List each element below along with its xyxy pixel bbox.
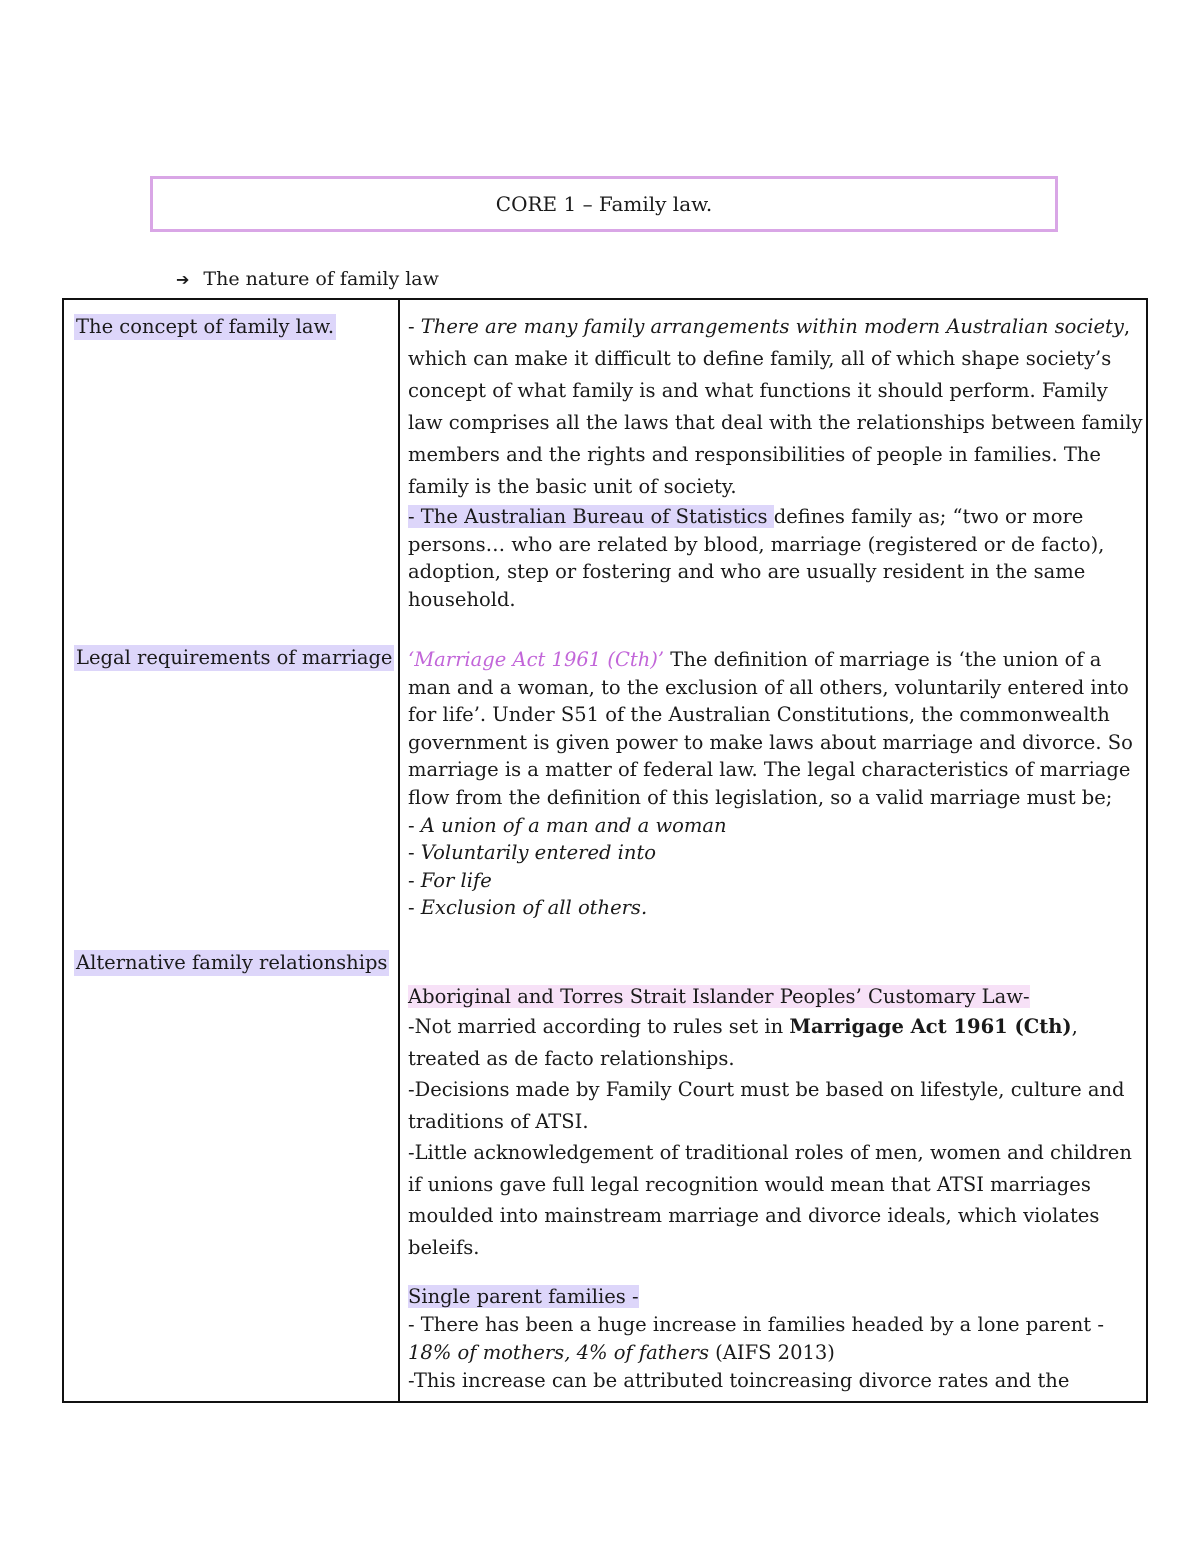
page-title-box bbox=[150, 176, 1058, 232]
single-parent-source: (AIFS 2013) bbox=[708, 1341, 835, 1364]
atsi-point-text: -Not married according to rules set in bbox=[408, 1015, 790, 1038]
atsi-point bbox=[408, 1011, 1146, 1074]
requirement-text: Exclusion of all others. bbox=[420, 896, 648, 920]
requirement-dash: - bbox=[408, 813, 421, 837]
abs-definition-text: defines family as; “two or more persons… who are related by blood, marriage (registered or de facto), adoption, step or fostering and who are usually resident in the same household. bbox=[408, 505, 1105, 611]
atsi-point: -Decisions made by Family Court must be based on lifestyle, culture and traditions of ATSI. bbox=[408, 1078, 1125, 1133]
marriage-requirement bbox=[408, 894, 1146, 922]
atsi-points bbox=[408, 1011, 1146, 1263]
single-parent-heading: Single parent families - bbox=[408, 1285, 639, 1308]
single-parent-point bbox=[408, 1311, 1146, 1367]
atsi-heading: Aboriginal and Torres Strait Islander Peoples’ Customary Law- bbox=[408, 985, 1030, 1008]
requirement-text: For life bbox=[420, 868, 492, 892]
atsi-point: -Little acknowledgement of traditional roles of men, women and children if unions gave full legal recognition would mean that ATSI marriages moulded into mainstream marriage and divorce ideals, which violates beleifs. bbox=[408, 1141, 1132, 1259]
abs-highlight: - The Australian Bureau of Statistics bbox=[408, 505, 774, 528]
marriage-requirement bbox=[408, 839, 1146, 867]
concept-dash: - bbox=[408, 315, 421, 338]
requirement-dash: - bbox=[408, 896, 421, 920]
topic-alternative-family-relationships: Alternative family relationships bbox=[76, 951, 388, 974]
topic-legal-requirements-of-marriage: Legal requirements of marriage bbox=[76, 646, 393, 669]
single-parent-content bbox=[408, 1283, 1146, 1395]
requirement-text: A union of a man and a woman bbox=[420, 813, 727, 837]
requirement-dash: - bbox=[408, 868, 421, 892]
marriage-requirement bbox=[408, 867, 1146, 895]
concept-paragraph bbox=[408, 311, 1146, 503]
marriage-content bbox=[408, 646, 1146, 922]
requirement-text: Voluntarily entered into bbox=[420, 841, 657, 865]
single-parent-point: -This increase can be attributed toincreasing divorce rates and the bbox=[408, 1369, 1070, 1392]
concept-italic-text: There are many family arrangements within modern Australian society bbox=[420, 315, 1124, 338]
marriage-act-citation: ‘Marriage Act 1961 (Cth)’ bbox=[408, 648, 665, 671]
marrigage-act-citation: Marrigage Act 1961 (Cth) bbox=[789, 1015, 1072, 1038]
section-heading-text: The nature of family law bbox=[203, 268, 439, 290]
section-heading bbox=[176, 268, 439, 290]
column-divider bbox=[398, 300, 400, 1401]
atsi-heading-line bbox=[408, 983, 1146, 1011]
topic-concept-of-family-law: The concept of family law. bbox=[76, 315, 335, 338]
single-parent-heading-line bbox=[408, 1283, 1146, 1311]
notes-table bbox=[62, 298, 1148, 1403]
marriage-definition-paragraph bbox=[408, 646, 1146, 812]
marriage-requirement bbox=[408, 812, 1146, 840]
concept-content bbox=[408, 311, 1146, 613]
atsi-content bbox=[408, 983, 1146, 1263]
single-parent-stats: 18% of mothers, 4% of fathers bbox=[408, 1341, 709, 1364]
page-title: CORE 1 – Family law. bbox=[495, 192, 713, 216]
atsi-point-text-end: , treated as de facto relationships. bbox=[408, 1015, 1078, 1070]
marriage-definition-text: The definition of marriage is ‘the union of a man and a woman, to the exclusion of all others, voluntarily entered into for life’. Under S51 of the Australian Constitutions, the commonwealth government is given power to make laws about marriage and divorce. So marriage is a matter of federal law. The legal characteristics of marriage flow from the definition of this legislation, so a valid marriage must be; bbox=[408, 648, 1133, 809]
requirement-dash: - bbox=[408, 841, 421, 865]
concept-rest-text: , which can make it difficult to define family, all of which shape society’s concept of what family is and what functions it should perform. Family law comprises all the laws that deal with the relationships between family members and the rights and responsibilities of people in families. The family is the basic unit of society. bbox=[408, 315, 1143, 498]
abs-definition-paragraph bbox=[408, 503, 1146, 613]
single-parent-text: - There has been a huge increase in families headed by a lone parent - bbox=[408, 1313, 1104, 1336]
arrow-right-icon: ➔ bbox=[176, 269, 190, 289]
